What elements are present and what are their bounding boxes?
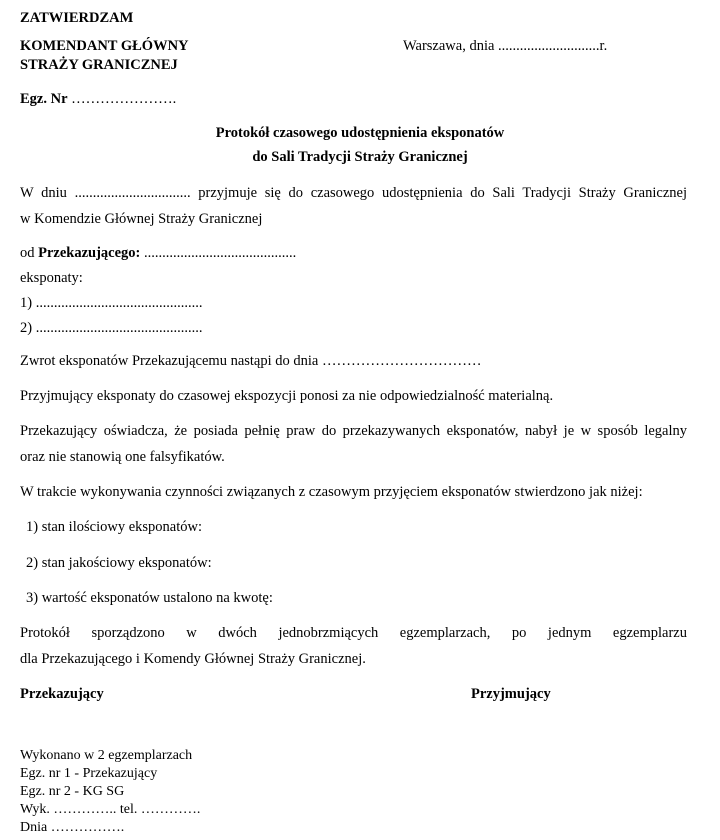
komendant-line1: KOMENDANT GŁÓWNY bbox=[20, 38, 189, 54]
footer-made: Wykonano w 2 egzemplarzach bbox=[20, 748, 193, 763]
copy-number-label: Egz. Nr bbox=[20, 91, 68, 107]
title-line2: do Sali Tradycji Straży Granicznej bbox=[252, 149, 468, 165]
finding-2: 2) stan jakościowy eksponatów: bbox=[26, 555, 212, 571]
copy-number-dots: …………………. bbox=[71, 91, 177, 107]
exhibit-1: 1) .............................................. bbox=[20, 295, 203, 311]
declaration-line2: oraz nie stanowią one falsyfikatów. bbox=[20, 449, 225, 465]
exhibit-2: 2) .............................................. bbox=[20, 320, 203, 336]
intro-line1: W dniu ................................ przyjmuje się do czasowego udostępnienia do Sali Tradycji Straży Granicznej bbox=[20, 185, 687, 201]
copy-number bbox=[20, 91, 176, 108]
footer-copy1: Egz. nr 1 - Przekazujący bbox=[20, 766, 158, 781]
from-line bbox=[20, 245, 296, 262]
from-prefix: od bbox=[20, 245, 35, 261]
copies-line1: Protokół sporządzono w dwóch jednobrzmiących egzemplarzach, po jednym egzemplarzu bbox=[20, 625, 687, 641]
approve-label: ZATWIERDZAM bbox=[20, 10, 134, 26]
footer-date: Dnia ……………. bbox=[20, 820, 125, 835]
footer-copy2: Egz. nr 2 - KG SG bbox=[20, 784, 125, 799]
from-label: Przekazującego: bbox=[38, 245, 141, 261]
signature-receiver: Przyjmujący bbox=[471, 686, 551, 702]
finding-3: 3) wartość eksponatów ustalono na kwotę: bbox=[26, 590, 273, 606]
footer-performed: Wyk. ………….. tel. …………. bbox=[20, 802, 201, 817]
finding-1: 1) stan ilościowy eksponatów: bbox=[26, 519, 202, 535]
from-dots: .......................................... bbox=[140, 245, 297, 261]
findings-intro: W trakcie wykonywania czynności związanych z czasowym przyjęciem eksponatów stwierdzono jak niżej: bbox=[20, 484, 643, 500]
intro-line2: w Komendzie Głównej Straży Granicznej bbox=[20, 211, 263, 227]
signature-giver: Przekazujący bbox=[20, 686, 104, 702]
copies-line2: dla Przekazującego i Komendy Głównej Straży Granicznej. bbox=[20, 651, 366, 667]
liability-clause: Przyjmujący eksponaty do czasowej ekspozycji ponosi za nie odpowiedzialność materialną. bbox=[20, 388, 554, 404]
declaration-line1: Przekazujący oświadcza, że posiada pełnię praw do przekazywanych eksponatów, nabył je w sposób legalny bbox=[20, 423, 687, 439]
title-line1: Protokół czasowego udostępnienia eksponatów bbox=[215, 125, 505, 141]
place-date: Warszawa, dnia ............................r. bbox=[403, 38, 608, 54]
exhibits-label: eksponaty: bbox=[20, 270, 83, 286]
return-date: Zwrot eksponatów Przekazującemu nastąpi do dnia …………………………… bbox=[20, 353, 482, 369]
komendant-line2: STRAŻY GRANICZNEJ bbox=[20, 57, 178, 73]
